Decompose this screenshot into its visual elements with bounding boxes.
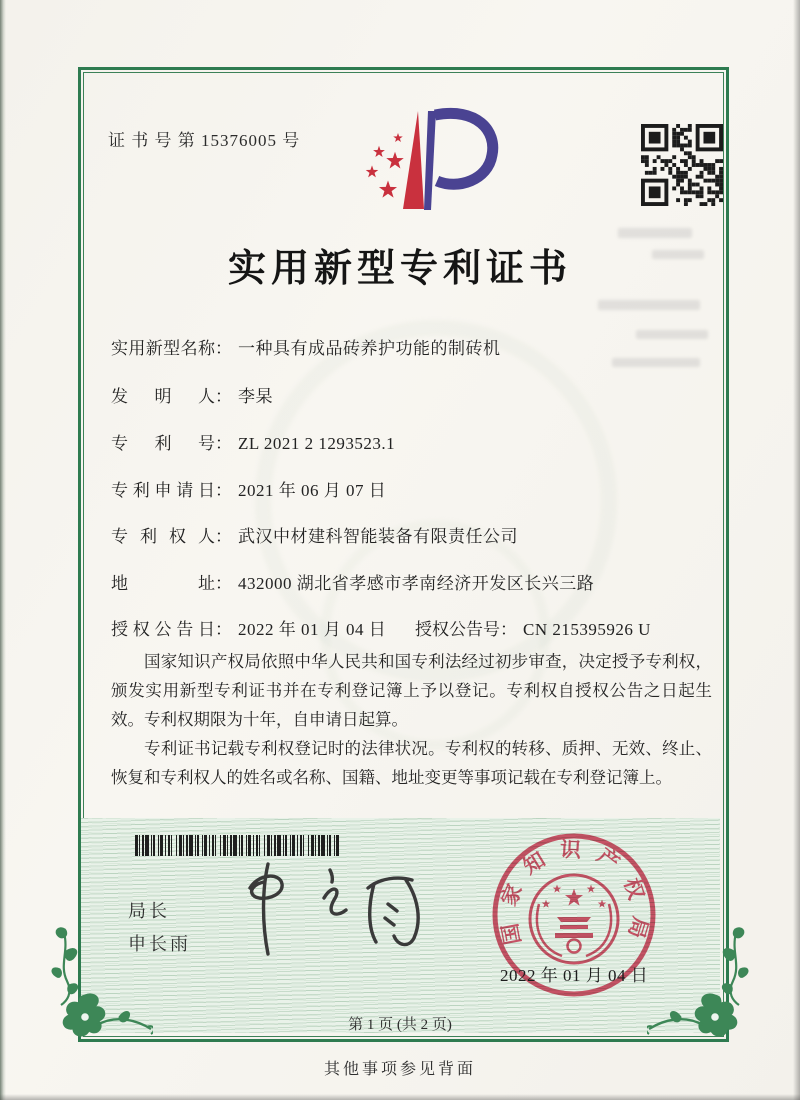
certificate-number: 证 书 号 第 15376005 号 bbox=[108, 131, 301, 150]
field-row-filing-date bbox=[111, 476, 386, 501]
field-value: 2021 年 06 月 07 日 bbox=[238, 481, 387, 500]
field-label: 发 明 人 bbox=[111, 387, 215, 406]
logo-blue-stem bbox=[424, 111, 436, 210]
field-value: 一种具有成品砖养护功能的制砖机 bbox=[238, 339, 501, 358]
field-label: 授 权 公 告 日 bbox=[111, 620, 215, 639]
ink-bleed-mark bbox=[612, 358, 700, 367]
scan-edge-bottom bbox=[0, 1094, 800, 1100]
field-label: 授权公告号 bbox=[415, 620, 500, 639]
field-colon: ： bbox=[215, 387, 232, 406]
field-label: 专 利 申 请 日 bbox=[111, 481, 215, 500]
logo-red-spire bbox=[403, 111, 424, 209]
field-value: 432000 湖北省孝感市孝南经济开发区长兴三路 bbox=[238, 574, 595, 593]
field-value: 2022 年 01 月 04 日 bbox=[238, 620, 387, 639]
field-row-patentee bbox=[111, 522, 518, 547]
signature-handwriting bbox=[222, 854, 437, 962]
qr-code bbox=[641, 124, 723, 206]
field-row-address bbox=[111, 569, 594, 594]
seal-date: 2022 年 01 月 04 日 bbox=[500, 966, 649, 985]
seal-text: 国家知识产权局 bbox=[495, 837, 653, 955]
field-label: 专 利 权 人 bbox=[111, 527, 215, 546]
field-colon: ： bbox=[500, 620, 517, 639]
scan-edge-right bbox=[793, 0, 800, 1100]
field-value: CN 215395926 U bbox=[523, 620, 651, 639]
field-colon: ： bbox=[215, 339, 232, 358]
field-colon: ： bbox=[215, 481, 232, 500]
legal-paragraph-1: 国家知识产权局依照中华人民共和国专利法经过初步审查，决定授予专利权，颁发实用新型专利证书并在专利登记簿上予以登记。专利权自授权公告之日起生效。专利权期限为十年，自申请日起算。 bbox=[111, 652, 712, 729]
field-colon: ： bbox=[215, 620, 232, 639]
field-pair-grant-no bbox=[415, 615, 651, 640]
cnipa-logo bbox=[345, 97, 505, 227]
logo-p-bowl bbox=[435, 113, 493, 184]
field-row-grant bbox=[111, 615, 651, 640]
director-name: 申长雨 bbox=[128, 934, 191, 954]
ink-bleed-mark bbox=[598, 300, 700, 310]
field-value: 武汉中材建科智能装备有限责任公司 bbox=[238, 527, 518, 546]
field-row-inventor bbox=[111, 382, 273, 407]
logo-stars bbox=[366, 133, 404, 198]
field-value: 李杲 bbox=[238, 387, 273, 406]
field-label: 实 用 新 型 名 称 bbox=[111, 339, 215, 358]
field-label: 地 址 bbox=[111, 574, 215, 593]
field-row-patent-no bbox=[111, 429, 395, 454]
field-label: 专 利 号 bbox=[111, 434, 215, 453]
back-side-note: 其他事项参见背面 bbox=[323, 1061, 476, 1078]
legal-paragraph-2: 专利证书记载专利权登记时的法律状况。专利权的转移、质押、无效、终止、恢复和专利权人的姓名或名称、国籍、地址变更等事项记载在专利登记簿上。 bbox=[111, 739, 712, 787]
field-row-name bbox=[111, 334, 501, 359]
national-emblem bbox=[530, 875, 618, 963]
legal-text bbox=[111, 647, 712, 792]
field-colon: ： bbox=[215, 527, 232, 546]
field-colon: ： bbox=[215, 434, 232, 453]
field-value: ZL 2021 2 1293523.1 bbox=[238, 434, 396, 453]
field-colon: ： bbox=[215, 574, 232, 593]
scan-edge-left bbox=[0, 0, 6, 1100]
page-number: 第 1 页 (共 2 页) bbox=[348, 1017, 452, 1033]
certificate-title: 实用新型专利证书 bbox=[227, 248, 572, 290]
director-title: 局长 bbox=[128, 901, 170, 921]
ink-bleed-mark bbox=[636, 330, 708, 339]
barcode bbox=[135, 835, 343, 856]
